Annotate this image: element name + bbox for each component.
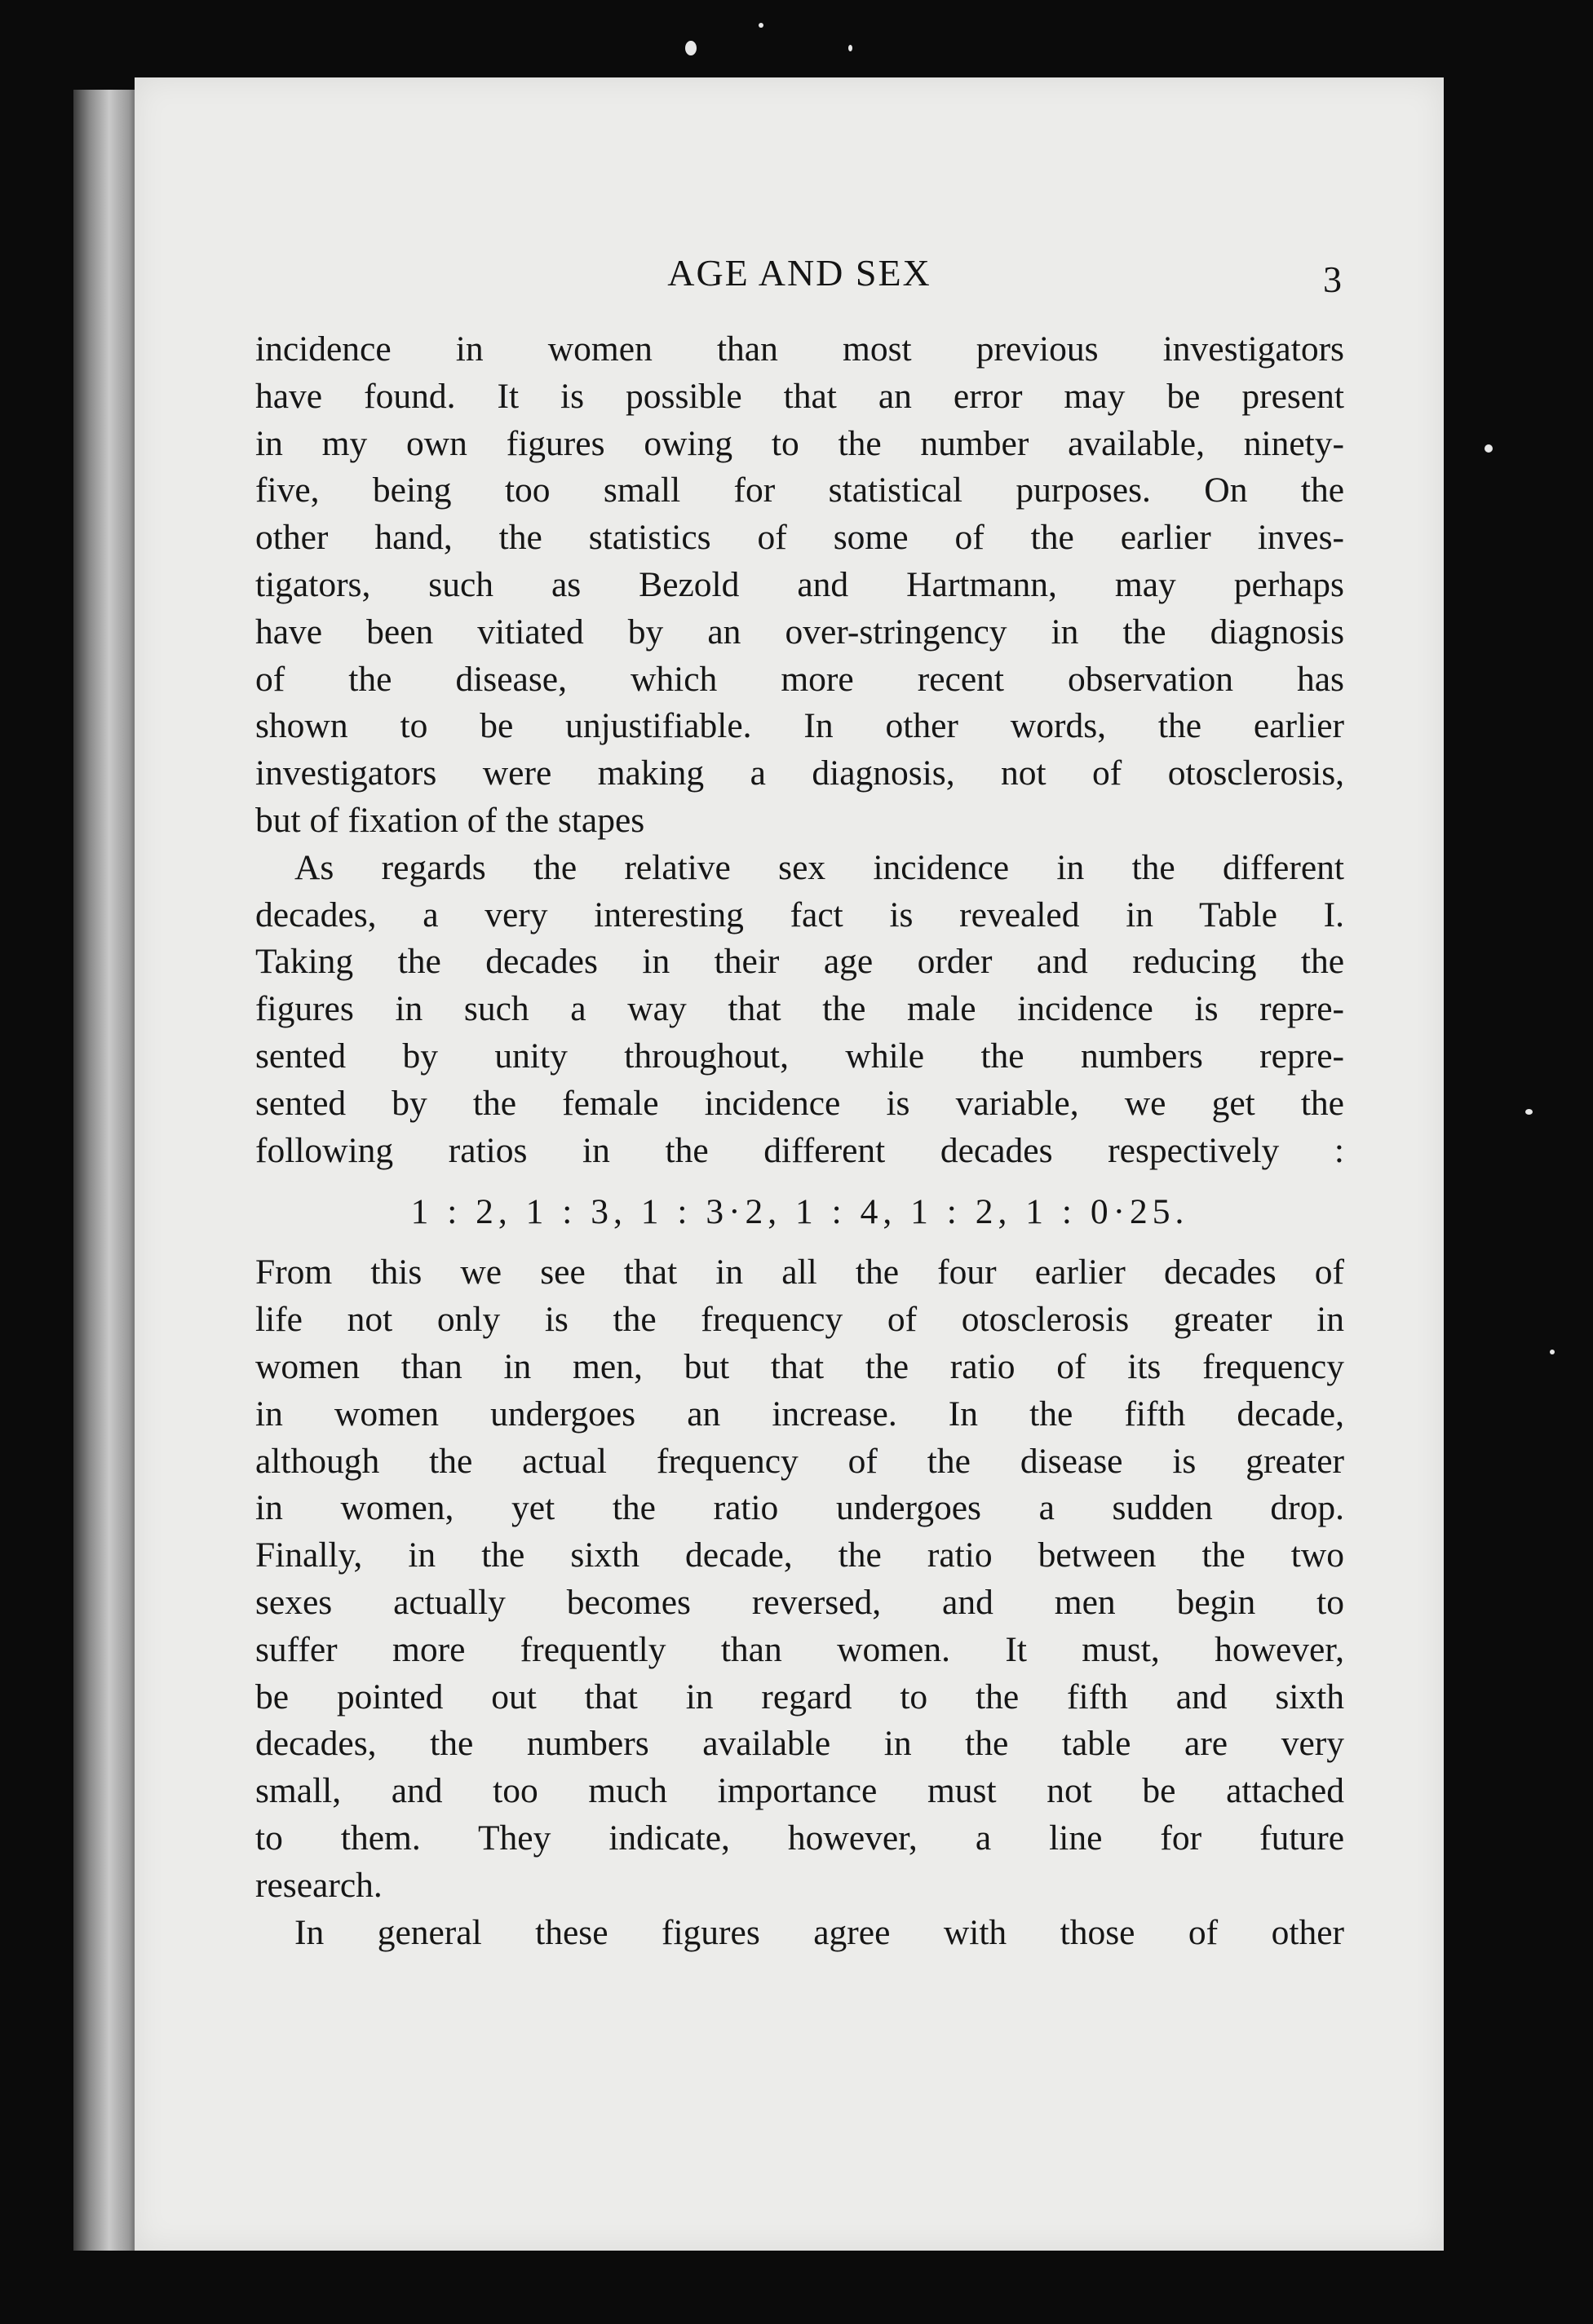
text-line: in my own figures owing to the number available, ninety- bbox=[255, 423, 1344, 463]
text-line: suffer more frequently than women. It must, however, bbox=[255, 1629, 1344, 1669]
dust-speck bbox=[1485, 444, 1493, 453]
text-line: small, and too much importance must not be attached bbox=[255, 1771, 1344, 1811]
ratio-sequence: 1 : 2, 1 : 3, 1 : 3·2, 1 : 4, 1 : 2, 1 : 0·25. bbox=[410, 1192, 1189, 1232]
text-line: sexes actually becomes reversed, and men begin to bbox=[255, 1582, 1344, 1622]
text-line: in women undergoes an increase. In the fifth decade, bbox=[255, 1394, 1344, 1434]
text-line: shown to be unjustifiable. In other words, the earlier bbox=[255, 706, 1344, 746]
text-line: in women, yet the ratio undergoes a sudden drop. bbox=[255, 1488, 1344, 1528]
text-line: women than in men, but that the ratio of its frequency bbox=[255, 1346, 1344, 1386]
text-line: of the disease, which more recent observation has bbox=[255, 659, 1344, 699]
text-line: sented by the female incidence is variable, we get the bbox=[255, 1083, 1344, 1123]
text-line: figures in such a way that the male incidence is repre- bbox=[255, 989, 1344, 1029]
dust-speck bbox=[685, 41, 697, 55]
text-line: five, being too small for statistical purposes. On the bbox=[255, 471, 1344, 510]
page-number: 3 bbox=[1323, 258, 1342, 300]
book-page bbox=[135, 77, 1444, 2251]
text-line: research. bbox=[255, 1865, 383, 1905]
dust-speck bbox=[1550, 1350, 1555, 1354]
text-line: be pointed out that in regard to the fifth and sixth bbox=[255, 1677, 1344, 1716]
left-page-edge bbox=[73, 90, 139, 2251]
text-line: sented by unity throughout, while the numbers repre- bbox=[255, 1036, 1344, 1076]
dust-speck bbox=[759, 23, 763, 28]
text-line: Taking the decades in their age order and reducing the bbox=[255, 942, 1344, 982]
body-text bbox=[255, 326, 1344, 1956]
running-title: AGE AND SEX bbox=[667, 252, 931, 294]
text-line: but of fixation of the stapes bbox=[255, 800, 645, 840]
text-line: tigators, such as Bezold and Hartmann, may perhaps bbox=[255, 564, 1344, 604]
text-line: have found. It is possible that an error may be present bbox=[255, 376, 1344, 416]
dust-speck bbox=[848, 45, 852, 51]
text-line: incidence in women than most previous investigators bbox=[255, 329, 1344, 369]
text-line: to them. They indicate, however, a line for future bbox=[255, 1818, 1344, 1858]
text-line: following ratios in the different decades respectively : bbox=[255, 1130, 1344, 1170]
text-line: decades, a very interesting fact is revealed in Table I. bbox=[255, 895, 1344, 934]
text-line: life not only is the frequency of otosclerosis greater in bbox=[255, 1300, 1344, 1340]
text-line: From this we see that in all the four earlier decades of bbox=[255, 1253, 1344, 1292]
text-line: decades, the numbers available in the table are very bbox=[255, 1724, 1344, 1764]
dust-speck bbox=[1525, 1109, 1533, 1115]
text-line: As regards the relative sex incidence in the different bbox=[294, 847, 1344, 887]
text-line: Finally, in the sixth decade, the ratio between the two bbox=[255, 1535, 1344, 1575]
text-line: although the actual frequency of the disease is greater bbox=[255, 1441, 1344, 1481]
text-line: In general these figures agree with those of other bbox=[294, 1912, 1344, 1952]
text-line: other hand, the statistics of some of the earlier inves- bbox=[255, 518, 1344, 558]
text-line: investigators were making a diagnosis, not of otosclerosis, bbox=[255, 753, 1344, 793]
running-head bbox=[257, 251, 1342, 308]
text-line: have been vitiated by an over-stringency in the diagnosis bbox=[255, 612, 1344, 652]
